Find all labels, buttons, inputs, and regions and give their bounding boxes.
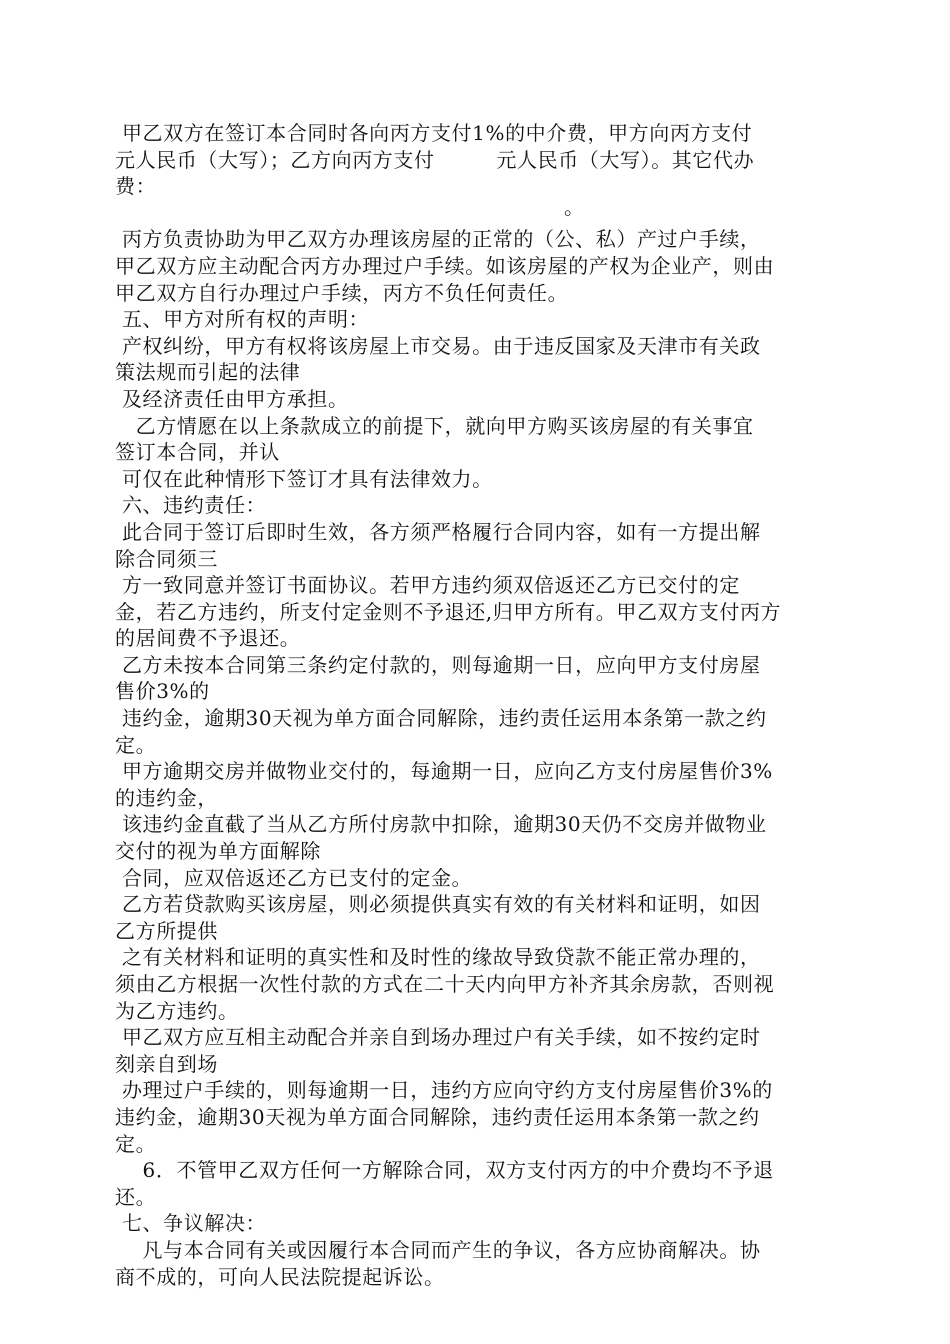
text-line: 甲乙双方应主动配合丙方办理过户手续。如该房屋的产权为企业产，则由 (115, 253, 775, 278)
period-mark: 。 (564, 194, 585, 219)
text-line: 金，若乙方违约，所支付定金则不予退还,归甲方所有。甲乙双方支付丙方 (115, 599, 782, 624)
text-line: 甲方逾期交房并做物业交付的，每逾期一日，应向乙方支付房屋售价3% (115, 759, 773, 784)
text-line: 方一致同意并签订书面协议。若甲方违约须双倍返还乙方已交付的定 (115, 573, 740, 598)
text-line: 甲乙双方应互相主动配合并亲自到场办理过户有关手续，如不按约定时 (115, 1025, 761, 1050)
text-line: 此合同于签订后即时生效，各方须严格履行合同内容，如有一方提出解 (115, 519, 761, 544)
text-line: 费： (115, 174, 157, 199)
text-line: 售价3%的 (115, 679, 210, 704)
text-line: 商不成的，可向人民法院提起诉讼。 (115, 1264, 445, 1289)
text-line: 之有关材料和证明的真实性和及时性的缘故导致贷款不能正常办理的， (115, 945, 761, 970)
text-line: 定。 (115, 1131, 157, 1156)
document-body (115, 120, 840, 1290)
text-line: 乙方未按本合同第三条约定付款的，则每逾期一日，应向甲方支付房屋 (115, 652, 761, 677)
text-line: 乙方若贷款购买该房屋，则必须提供真实有效的有关材料和证明，如因 (115, 892, 761, 917)
text-line: 可仅在此种情形下签订才具有法律效力。 (115, 466, 493, 491)
text-line: 及经济责任由甲方承担。 (115, 386, 349, 411)
text-line: 交付的视为单方面解除 (115, 839, 321, 864)
text-line: 乙方情愿在以上条款成立的前提下，就向甲方购买该房屋的有关事宜 (115, 413, 754, 438)
text-line: 的违约金， (115, 785, 218, 810)
text-line: 定。 (115, 732, 157, 757)
text-line: 甲乙双方自行办理过户手续，丙方不负任何责任。 (115, 280, 569, 305)
text-line: 策法规而引起的法律 (115, 360, 301, 385)
text-line: 的居间费不予退还。 (115, 626, 301, 651)
text-line: 还。 (115, 1184, 157, 1209)
blank-fill-line (115, 194, 840, 227)
section-heading: 五、甲方对所有权的声明： (115, 307, 370, 332)
section-heading: 六、违约责任： (115, 493, 267, 518)
section-heading: 七、争议解决： (115, 1211, 267, 1236)
text-line: 甲乙双方在签订本合同时各向丙方支付1%的中介费，甲方向丙方支付 (115, 121, 753, 145)
text-line: 该违约金直截了当从乙方所付房款中扣除，逾期30天仍不交房并做物业 (115, 812, 767, 837)
text-line: 违约金，逾期30天视为单方面合同解除，违约责任运用本条第一款之约 (115, 706, 767, 731)
text-line: 签订本合同，并认 (115, 440, 280, 465)
text-line: 须由乙方根据一次性付款的方式在二十天内向甲方补齐其余房款，否则视 (115, 972, 775, 996)
text-line: 丙方负责协助为甲乙双方办理该房屋的正常的（公、私）产过户手续， (115, 227, 761, 252)
text-line: 办理过户手续的，则每逾期一日，违约方应向守约方支付房屋售价3%的 (115, 1078, 773, 1103)
text-line: 违约金，逾期30天视为单方面合同解除，违约责任运用本条第一款之约 (115, 1104, 760, 1129)
text-line: 元人民币（大写）；乙方向丙方支付 元人民币（大写）。其它代办 (115, 147, 755, 172)
text-line: 产权纠纷，甲方有权将该房屋上市交易。由于违反国家及天津市有关政 (115, 333, 761, 358)
text-line: 凡与本合同有关或因履行本合同而产生的争议，各方应协商解决。协 (115, 1237, 761, 1262)
text-line: 除合同须三 (115, 546, 218, 571)
text-line: 6．不管甲乙双方任何一方解除合同，双方支付丙方的中介费均不予退 (115, 1158, 774, 1183)
text-line: 为乙方违约。 (115, 998, 239, 1023)
text-line: 合同，应双倍返还乙方已支付的定金。 (115, 865, 473, 890)
text-line: 乙方所提供 (115, 918, 218, 943)
text-line: 刻亲自到场 (115, 1051, 218, 1076)
